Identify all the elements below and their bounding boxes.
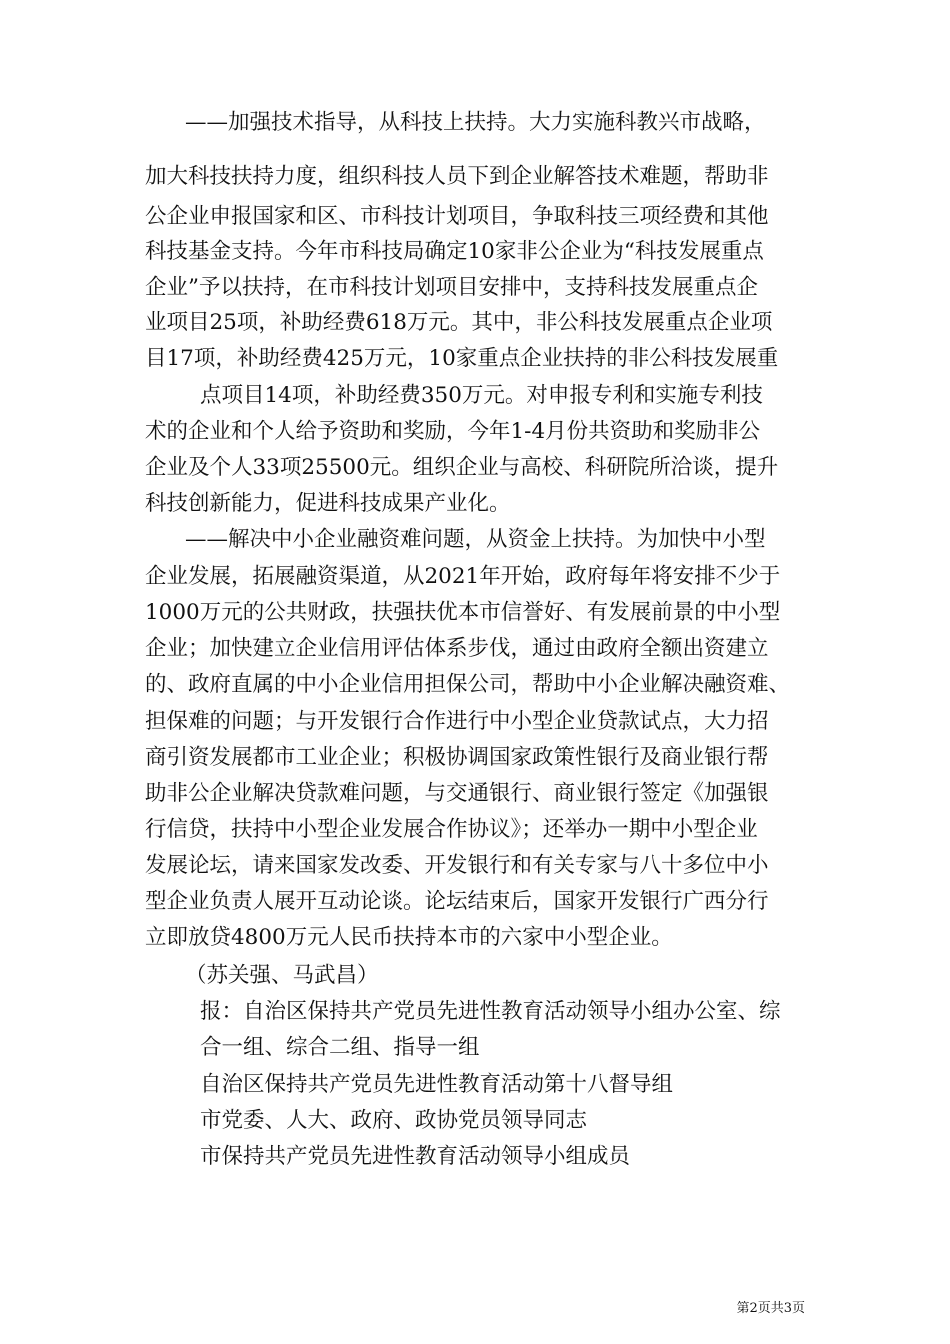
- distribution-line: 市保持共产党员先进性教育活动领导小组成员: [200, 1144, 631, 1169]
- paragraph-line: 担保难的问题；与开发银行合作进行中小型企业贷款试点，大力招: [145, 709, 769, 734]
- paragraph-line: 科技创新能力，促进科技成果产业化。: [145, 491, 511, 516]
- paragraph-line: 加大科技扶持力度，组织科技人员下到企业解答技术难题，帮助非: [145, 164, 769, 189]
- paragraph-line: 企业发展，拓展融资渠道，从2021年开始，政府每年将安排不少于: [145, 564, 781, 589]
- author-line: （苏关强、马武昌）: [185, 963, 379, 988]
- paragraph-line: 目17项，补助经费425万元，10家重点企业扶持的非公科技发展重: [145, 346, 779, 371]
- paragraph-line: 商引资发展都市工业企业；积极协调国家政策性银行及商业银行帮: [145, 745, 769, 770]
- paragraph-line: 型企业负责人展开互动论谈。论坛结束后，国家开发银行广西分行: [145, 889, 769, 914]
- distribution-line: 市党委、人大、政府、政协党员领导同志: [200, 1108, 588, 1133]
- paragraph-line: 发展论坛，请来国家发改委、开发银行和有关专家与八十多位中小: [145, 853, 769, 878]
- paragraph-line: 术的企业和个人给予资助和奖励，今年1-4月份共资助和奖励非公: [145, 419, 761, 444]
- distribution-line: 自治区保持共产党员先进性教育活动第十八督导组: [200, 1072, 674, 1097]
- paragraph-line: 企业；加快建立企业信用评估体系步伐，通过由政府全额出资建立: [145, 636, 769, 661]
- distribution-line: 合一组、综合二组、指导一组: [200, 1035, 480, 1060]
- distribution-line: 报：自治区保持共产党员先进性教育活动领导小组办公室、综: [200, 999, 781, 1024]
- paragraph-line: 行信贷，扶持中小型企业发展合作协议》；还举办一期中小型企业: [145, 817, 758, 842]
- paragraph-line: 1000万元的公共财政，扶强扶优本市信誉好、有发展前景的中小型: [145, 600, 781, 625]
- paragraph-line: 公企业申报国家和区、市科技计划项目，争取科技三项经费和其他: [145, 204, 769, 229]
- paragraph-line: 科技基金支持。今年市科技局确定10家非公企业为“科技发展重点: [145, 239, 764, 264]
- paragraph-line: 的、政府直属的中小企业信用担保公司，帮助中小企业解决融资难、: [145, 672, 791, 697]
- page-number: 第2页共3页: [736, 1301, 805, 1316]
- paragraph-line: 企业”予以扶持，在市科技计划项目安排中，支持科技发展重点企: [145, 275, 758, 300]
- paragraph-line: 企业及个人33项25500元。组织企业与高校、科研院所洽谈，提升: [145, 455, 779, 480]
- paragraph-line: 业项目25项，补助经费618万元。其中，非公科技发展重点企业项: [145, 310, 773, 335]
- paragraph-line: 点项目14项，补助经费350万元。对申报专利和实施专利技: [200, 383, 763, 408]
- paragraph-line: 立即放贷4800万元人民币扶持本市的六家中小型企业。: [145, 925, 673, 950]
- paragraph-line: 助非公企业解决贷款难问题，与交通银行、商业银行签定《加强银: [145, 781, 769, 806]
- paragraph-line: ——解决中小企业融资难问题，从资金上扶持。为加快中小型: [185, 527, 766, 552]
- paragraph-line: ——加强技术指导，从科技上扶持。大力实施科教兴市战略，: [185, 110, 766, 135]
